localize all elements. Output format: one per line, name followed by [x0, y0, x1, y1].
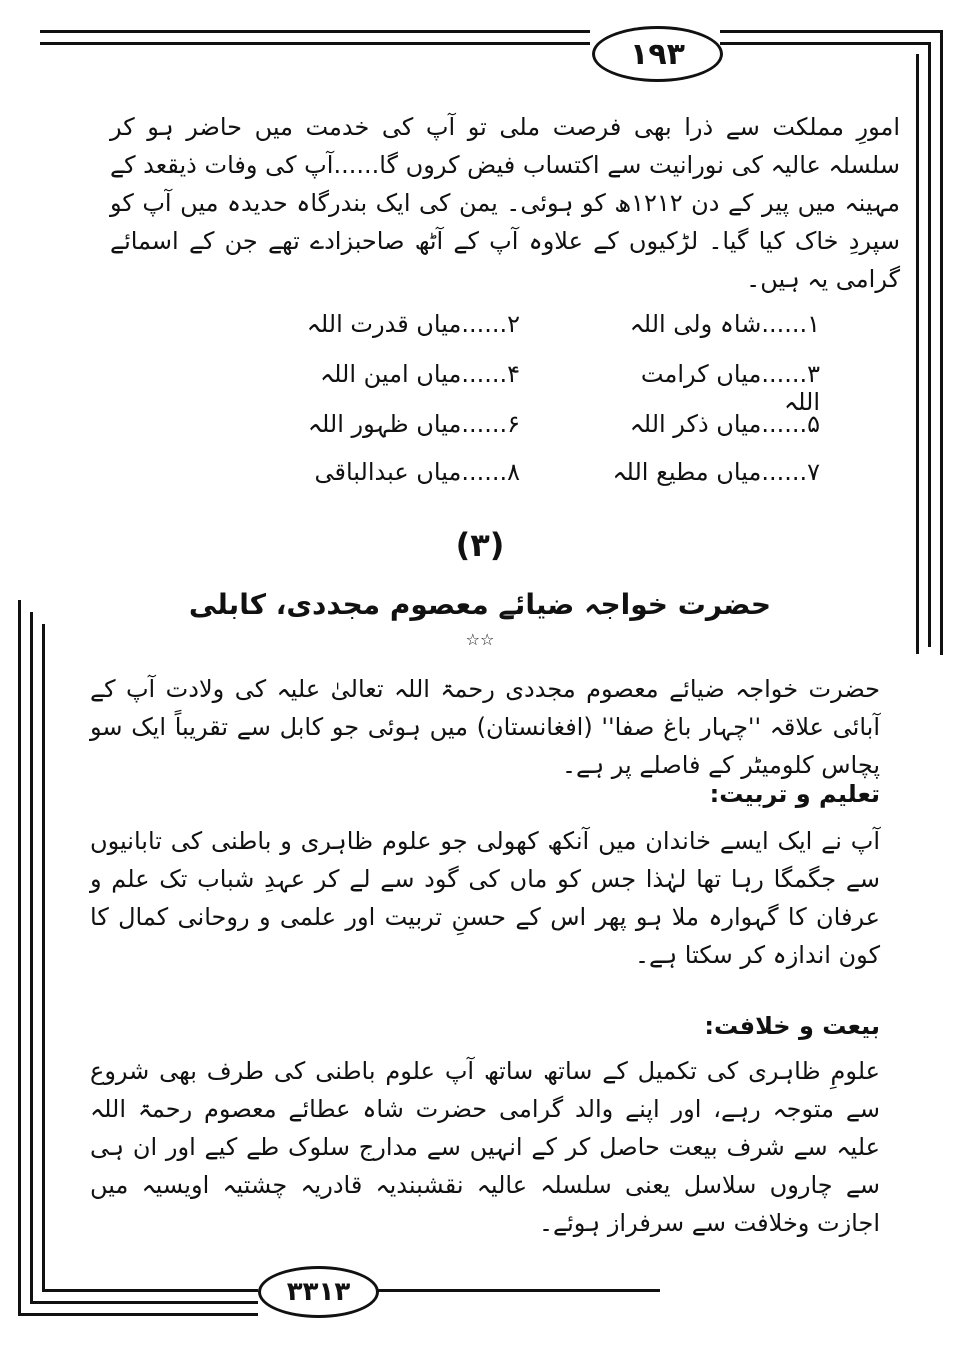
list-item: ۵......میاں ذکر اللہ	[629, 410, 820, 438]
left-border-line-inner	[42, 624, 45, 1292]
list-item: ۷......میاں مطیع اللہ	[612, 458, 820, 486]
bottom-border-line-mid	[30, 1301, 258, 1304]
education-paragraph: آپ نے ایک ایسے خاندان میں آنکھ کھولی جو علوم ظاہری و باطنی کی تابانیوں سے جگمگا رہا تھا لہٰذا جس کو ماں کی گود سے لے کر عہدِ شباب تک علم و عرفان کا گہوارہ ملا ہو پھر اس کے حسنِ تربیت اور علمی و روحانی کمال کا کون اندازہ کر سکتا ہے۔	[90, 827, 880, 969]
list-item: ۱......شاہ ولی اللہ	[629, 310, 820, 338]
top-border-right-ext-2	[720, 42, 930, 45]
list-item: ۳......میاں کرامت اللہ	[640, 360, 820, 416]
birth-paragraph: حضرت خواجہ ضیائے معصوم مجددی رحمۃ اللہ تعالیٰ علیہ کی ولادت آپ کے آبائی علاقہ ''چہار باغ صفا'' (افغانستان) میں ہوئی جو کابل سے تقریباً ایک سو پچاس کلومیٹر کے فاصلے پر ہے۔	[90, 675, 880, 779]
top-page-number: ۱۹۳	[592, 26, 723, 82]
bottom-border-line-outer	[18, 1313, 258, 1316]
list-item: ۸......میاں عبدالباقی	[314, 458, 520, 486]
bottom-border-line-inner	[42, 1289, 258, 1292]
education-heading: تعلیم و تربیت:	[709, 780, 880, 808]
bottom-border-right-ext	[370, 1289, 660, 1292]
right-border-line-inner	[916, 54, 919, 654]
bayat-paragraph: علومِ ظاہری کی تکمیل کے ساتھ ساتھ آپ علوم باطنی کی طرف بھی شروع سے متوجہ رہے، اور اپنے والد گرامی حضرت شاہ عطائے معصوم رحمۃ اللہ علیہ سے شرف بیعت حاصل کر کے انہیں سے مدارج سلوک طے کیے اور ان ہی سے چاروں سلاسل یعنی سلسلہ عالیہ نقشبندیہ قادریہ چشتیہ اویسیہ میں اجازت وخلافت سے سرفراز ہوئے۔	[90, 1057, 880, 1237]
left-border-line-outer	[18, 600, 21, 1315]
bottom-page-number: ۳۳۱۳	[258, 1266, 379, 1318]
top-border-line-inner	[40, 42, 590, 45]
bayat-heading: بیعت و خلافت:	[704, 1012, 880, 1040]
section-number: (۳)	[455, 526, 505, 564]
top-border-right-ext	[720, 30, 942, 33]
list-item: ۶......میاں ظہور اللہ	[307, 410, 520, 438]
top-border-line-outer	[40, 30, 590, 33]
section-stars: ☆☆	[465, 630, 495, 649]
list-item: ۴......میاں امین اللہ	[320, 360, 520, 388]
left-border-line-mid	[30, 612, 33, 1304]
list-item: ۲......میاں قدرت اللہ	[306, 310, 520, 338]
section-title: حضرت خواجہ ضیائے معصوم مجددی، کابلی	[188, 588, 772, 621]
intro-paragraph: امورِ مملکت سے ذرا بھی فرصت ملی تو آپ کی خدمت میں حاضر ہو کر سلسلہ عالیہ کی نورانیت سے اکتساب فیض کروں گا......آپ کی وفات ذیقعد کے مہینہ میں پیر کے دن ۱۲۱۲ھ کو ہوئی۔ یمن کی ایک بندرگاہ حدیدہ میں آپ کو سپردِ خاک کیا گیا۔ لڑکیوں کے علاوہ آپ کے آٹھ صاحبزادے تھے جن کے اسمائے گرامی یہ ہیں۔	[110, 113, 900, 293]
